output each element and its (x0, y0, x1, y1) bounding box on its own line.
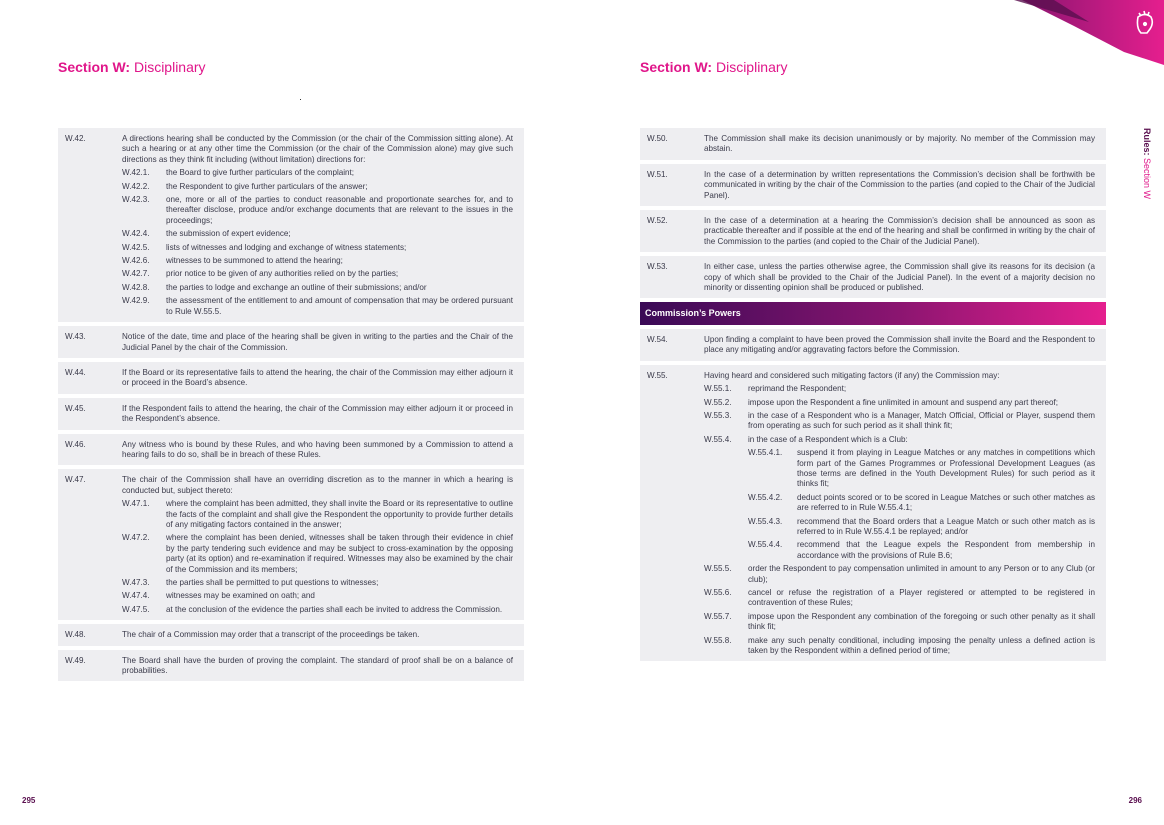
rule-number: W.45. (65, 403, 86, 413)
rule-text: If the Board or its representative fails to attend the hearing, the chair of the Commission may either adjourn it or proceed in the Board’s absence. (122, 367, 513, 388)
sub-rule: W.55.5. order the Respondent to pay compensation unlimited in amount to any Person or to any Club (or club); (704, 564, 1095, 584)
sub-sub-rule: W.55.4.1. suspend it from playing in League Matches or any matches in competitions which form part of the Games Programmes or Professional Development Leagues (as those terms are defined in the Youth Development Rules) for such period as it thinks fit; (748, 448, 1095, 489)
sub-rule: W.42.6. witnesses to be summoned to attend the hearing; (122, 256, 343, 266)
rule-block (640, 164, 1106, 206)
page-number: 295 (22, 796, 36, 805)
rule-text: Having heard and considered such mitigating factors (if any) the Commission may: (704, 370, 1000, 380)
sub-sub-rule: W.55.4.3. recommend that the Board orders that a League Match or such other match as is referred to in Rule W.55.4.1 be replayed; and/or (748, 516, 1095, 536)
sub-rule: W.47.3. the parties shall be permitted to put questions to witnesses; (122, 578, 379, 587)
sub-rule: W.55.8. make any such penalty conditional, including imposing the penalty unless a defined action is taken by the Respondent within a defined period of time; (704, 635, 1095, 656)
sub-rule: W.55.4. in the case of a Respondent which is a Club: W.55.4.1. suspend it from playing in League Matches or any matches in competitions which form part of the Games Programmes or Professional Development Leagues (as those terms are defined in the Youth Development Rules) for such period as it thinks fit; W.55.4.2. deduct points scored or to be scored in League Matches or such other matches as are referred to in Rule W.55.4.1; W.55.4.3. recommend that the Board orders that a League Match or such other match as is referred to in Rule W.55.4.1 be replayed; and/or W.55.4.4. recommend that the League expels the Respondent from membership in accordance with the provisions of Rule B.6; (704, 434, 1095, 560)
rule-number: W.50. (647, 134, 668, 143)
sub-rule: W.47.5. at the conclusion of the evidence the parties shall each be invited to address the Commission. (122, 604, 503, 614)
rule-number: W.48. (65, 630, 86, 640)
rule-block (58, 398, 524, 430)
rule-number: W.49. (65, 655, 86, 665)
rule-number: W.43. (65, 332, 86, 342)
rule-text: A directions hearing shall be conducted by the Commission (or the chair of the Commission sitting alone). At such a hearing or at any other time the Commission (or the chair of the Commission alone) may give such directions as they think fit including (without limitation) directions for: (122, 134, 513, 164)
section-banner: Commission’s Powers (640, 302, 1106, 324)
sub-rule: W.42.3. one, more or all of the parties to conduct reasonable and proportionate searches for, and to thereafter disclose, produce and/or exchange documents that are relevant to the issues in the proceedings; (122, 195, 513, 225)
sub-rule: W.55.6. cancel or refuse the registration of a Player registered or attempted to be registered in contravention of these Rules; (704, 588, 1095, 608)
rule-text: In either case, unless the parties otherwise agree, the Commission shall give its reasons for its decision (a copy of which shall be provided to the Chair of the Judicial Panel). In the event of a majority decision no minority or dissenting opinion shall be produced or published. (704, 262, 1095, 293)
right-page (582, 0, 1164, 825)
page-number: 296 (1128, 796, 1142, 805)
rule-block (58, 650, 524, 682)
rule-text: Notice of the date, time and place of the hearing shall be given in writing to the parties and the Chair of the Judicial Panel by the chair of the Commission. (122, 332, 513, 352)
sub-rule: W.55.2. impose upon the Respondent a fine unlimited in amount and suspend any part thereof; (704, 397, 1059, 407)
sub-rule: W.42.1. the Board to give further particulars of the complaint; (122, 168, 355, 178)
rule-number: W.51. (647, 169, 668, 179)
rule-number: W.44. (65, 367, 86, 377)
rule-number: W.53. (647, 262, 668, 272)
rule-block (58, 128, 524, 322)
rule-block (640, 256, 1106, 298)
sub-rule: W.42.8. the parties to lodge and exchange an outline of their submissions; and/or (122, 282, 427, 292)
rule-block (58, 624, 524, 645)
rule-text: Any witness who is bound by these Rules, and who having been summoned by a Commission to attend a hearing fails to do so, shall be in breach of these Rules. (122, 439, 513, 459)
rule-text: The Commission shall make its decision unanimously or by majority. No member of the Commission may abstain. (704, 134, 1095, 154)
sub-sub-rule: W.55.4.2. deduct points scored or to be scored in League Matches or such other matches as are referred to in Rule W.55.4.1; (748, 492, 1095, 513)
side-label: Rules: Section W (1142, 128, 1152, 200)
rule-text: The Board shall have the burden of proving the complaint. The standard of proof shall be on a balance of probabilities. (122, 655, 513, 676)
sub-rule: W.55.7. impose upon the Respondent any combination of the foregoing or such other penalty as it shall think fit; (704, 611, 1095, 632)
rule-text: Upon finding a complaint to have been proved the Commission shall invite the Board and the Respondent to place any mitigating and/or aggravating factors before the Commission. (704, 334, 1095, 355)
rule-block (58, 326, 524, 358)
sub-rule: W.42.9. the assessment of the entitlement to and amount of compensation that may be ordered pursuant to Rule W.55.5. (122, 296, 513, 316)
rule-block (640, 128, 1106, 160)
sub-rule: W.42.4. the submission of expert evidence; (122, 229, 291, 239)
rule-text: The chair of a Commission may order that a transcript of the proceedings be taken. (122, 630, 420, 640)
sub-rule: W.55.1. reprimand the Respondent; (704, 384, 847, 394)
rule-text: The chair of the Commission shall have an overriding discretion as to the manner in which a hearing is conducted but, subject thereto: (122, 475, 513, 495)
sub-rule: W.47.4. witnesses may be examined on oath; and (122, 591, 315, 601)
rule-number: W.55. (647, 370, 668, 380)
rules-column (640, 128, 1106, 665)
sub-rule: W.42.7. prior notice to be given of any authorities relied on by the parties; (122, 269, 399, 279)
rule-number: W.47. (65, 475, 86, 485)
rule-text: In the case of a determination by written representations the Commission’s decision shall be forthwith be communicated in writing by the chair of the Commission to the parties (and copied to the Chair of the Judicial Panel). (704, 169, 1095, 200)
sub-rule: W.42.5. lists of witnesses and lodging and exchange of witness statements; (122, 242, 407, 252)
rule-block (58, 434, 524, 466)
rule-block (58, 362, 524, 394)
stray-mark (300, 99, 301, 100)
section-heading: Section W: Disciplinary (640, 59, 788, 75)
sub-rule: W.47.1. where the complaint has been admitted, they shall invite the Board or its representative to outline the facts of the complaint and shall give the Respondent the opportunity to provide further details of any mitigating factors contained in the answer; (122, 499, 513, 529)
rule-block (640, 365, 1106, 662)
rule-block (640, 329, 1106, 361)
rule-number: W.42. (65, 134, 86, 143)
rule-number: W.54. (647, 334, 668, 344)
rules-column (58, 128, 524, 685)
sub-sub-rule: W.55.4.4. recommend that the League expels the Respondent from membership in accordance with the provisions of Rule B.6; (748, 540, 1095, 560)
rule-text: If the Respondent fails to attend the hearing, the chair of the Commission may either adjourn it or proceed in the Respondent’s absence. (122, 403, 513, 424)
rule-block (640, 210, 1106, 252)
sub-rule: W.55.3. in the case of a Respondent who is a Manager, Match Official, Official or Player, suspend them from operating as such for such period as it shall think fit; (704, 410, 1095, 431)
corner-decoration (1014, 0, 1164, 70)
rule-number: W.46. (65, 439, 86, 449)
rule-block (58, 469, 524, 620)
section-heading: Section W: Disciplinary (58, 59, 206, 75)
sub-rule: W.42.2. the Respondent to give further particulars of the answer; (122, 181, 368, 191)
sub-rule: W.47.2. where the complaint has been denied, witnesses shall be taken through their evidence in chief by the party tendering such evidence and may be subject to cross-examination by the opposing party (at its option) and re-examination if required. Witnesses may also be examined by the chair of the Commission and its members; (122, 533, 513, 574)
rule-number: W.52. (647, 216, 668, 226)
rule-text: In the case of a determination at a hearing the Commission’s decision shall be announced as soon as practicable thereafter and if possible at the end of the hearing and shall be confirmed in writing by the chair of the Commission to the parties (and copied to the Chair of the Judicial Panel). (704, 216, 1095, 246)
